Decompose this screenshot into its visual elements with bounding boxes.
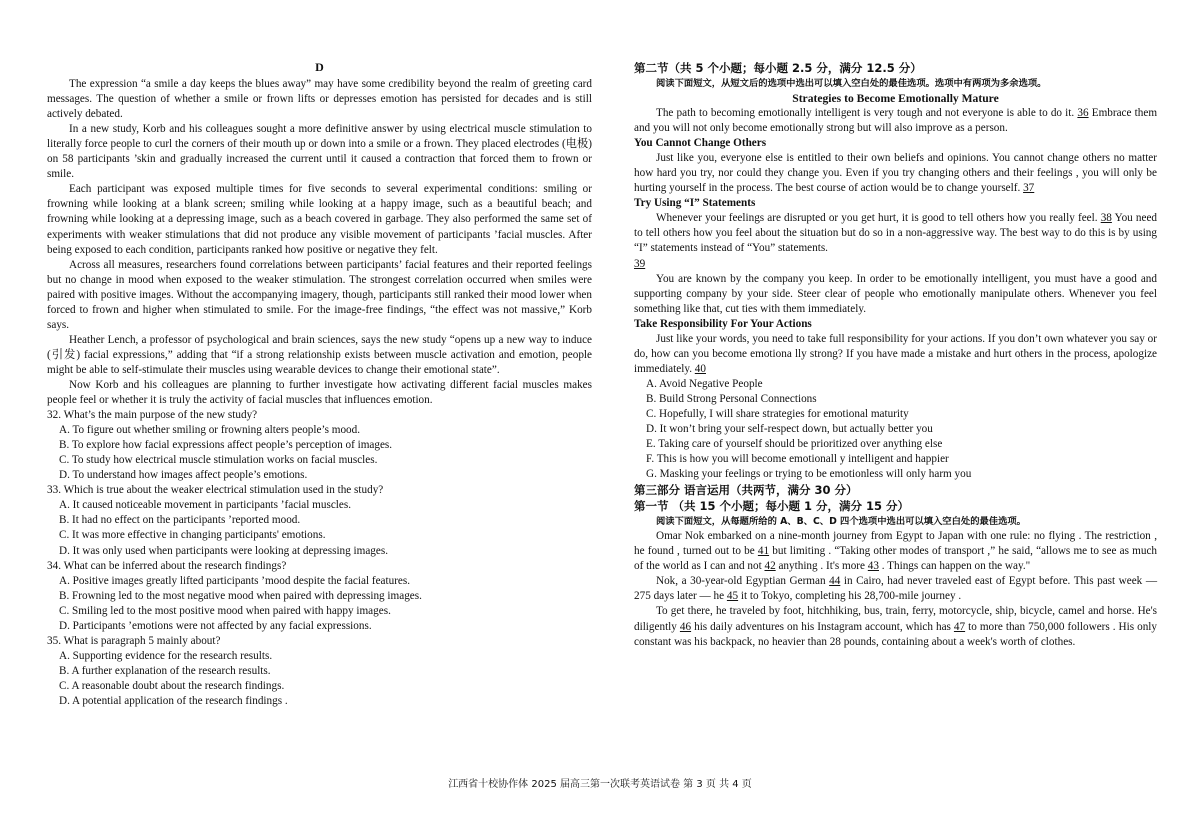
option: D. A potential application of the research findings . (59, 694, 288, 707)
section2-heading: 第二节（共 5 个小题；每小题 2.5 分，满分 12.5 分） (634, 61, 922, 75)
text: You need to tell others how you feel about the situation but do so in a non-aggressive way. The best way to do this is by using “I” statements instead of “You” statements. (634, 212, 1158, 255)
section1-heading: 第一节 （共 15 个小题；每小题 1 分，满分 15 分） (634, 499, 910, 514)
text: Whenever your feelings are disrupted or you get hurt, it is good to tell others how you really feel. (656, 212, 1098, 225)
question-35: 35. What is paragraph 5 mainly about? (47, 634, 221, 647)
blank-38: 38 (1100, 212, 1112, 225)
option: C. It was more effective in changing participants' emotions. (59, 529, 326, 542)
blank-line (634, 257, 1157, 272)
blank-42: 42 (764, 560, 776, 573)
cloze-paragraph (634, 529, 1157, 574)
blank-45: 45 (726, 590, 739, 603)
option: D. To understand how images affect people’s emotions. (59, 469, 308, 482)
passage-title: Strategies to Become Emotionally Mature (792, 92, 999, 105)
section1-instructions: 阅读下面短文，从每题所给的 A、B、C、D 四个选项中选出可以填入空白处的最佳选项。 (656, 516, 1026, 528)
passage-heading: D (315, 60, 324, 74)
option: B. To explore how facial expressions affect people’s perception of images. (59, 439, 393, 452)
text: to more than 750,000 followers . His only constant was his backpack, no heavier than 28 pounds, containing about a week's worth of clothes. (634, 620, 1158, 648)
blank-47: 47 (953, 620, 966, 633)
right-column (634, 60, 1157, 650)
passage-paragraph (634, 332, 1157, 377)
question-32: 32. What’s the main purpose of the new study? (47, 409, 258, 422)
blank-37: 37 (1023, 182, 1035, 195)
option: B. It had no effect on the participants ’reported mood. (59, 514, 301, 527)
question-33: 33. Which is true about the weaker electrical stimulation used in the study? (47, 484, 384, 497)
option: D. Participants ’emotions were not affected by any facial expressions. (59, 619, 372, 632)
option: D. It was only used when participants were looking at depressing images. (59, 544, 389, 557)
option: A. To figure out whether smiling or frowning alters people’s mood. (59, 424, 361, 437)
blank-36: 36 (1077, 107, 1089, 120)
text: Omar Nok embarked on a nine-month journey from Egypt to Japan with one rule: no flying . The restriction , he found , turned out to be (634, 530, 1157, 558)
text: but limiting . “Taking other modes of transport ,” he said, “allows me to see as much of the world as I can and not (634, 545, 1158, 573)
cloze-paragraph (634, 604, 1157, 649)
subheading: You Cannot Change Others (634, 137, 767, 150)
cloze-paragraph (634, 574, 1157, 604)
page-footer: 江西省十校协作体 2025 届高三第一次联考英语试卷 第 3 页 共 4 页 (448, 779, 752, 790)
option: B. A further explanation of the research results. (59, 664, 271, 677)
text: Just like your words, you need to take full responsibility for your actions. If you don’t own whatever you say or do, how can you become emotiona lly strong? If you have made a mistake and hurt others in the process, apologize immediately. (634, 332, 1157, 375)
text: To get there, he traveled by foot, hitchhiking, bus, train, ferry, motorcycle, ship, bicycle, camel and horse. He's diligently (634, 605, 1157, 633)
text: Just like you, everyone else is entitled to their own beliefs and opinions. You cannot change others no matter how hard you try, nor could they change you. Even if you try changing others and their feelings , you will only be hurting yourself in the process. The best course of action would be to change yourself. (634, 152, 1157, 195)
section2-instructions: 阅读下面短文，从短文后的选项中选出可以填入空白处的最佳选项。选项中有两项为多余选项。 (656, 78, 1047, 89)
text: . Things can happen on the way." (881, 560, 1031, 573)
part3-heading: 第三部分 语言运用（共两节，满分 30 分） (634, 483, 858, 498)
choice-option: G. Masking your feelings or trying to be emotionless will only harm you (646, 468, 972, 481)
blank-43: 43 (867, 560, 879, 573)
text: it to Tokyo, completing his 28,700-mile journey . (740, 590, 962, 603)
choice-option: E. Taking care of yourself should be prioritized over anything else (646, 438, 943, 451)
passage-paragraph: Now Korb and his colleagues are planning to further investigate how activating different facial muscles makes people feel or whether it is truly the activity of facial muscles that influences emotion. (47, 378, 592, 407)
passage-paragraph (634, 211, 1157, 256)
passage-paragraph: Across all measures, researchers found correlations between participants’ facial features and their reported feelings but no change in mood when exposed to the weaker stimulation. The strongest correlation occurred when smiles were paired with positive images. Without the accompanying imagery, though, participants still ranked their mood lower when forced to frown and higher when stimulated to smile. For the image-free findings, “the effect was not massive,” Korb says. (47, 258, 592, 331)
subheading: Take Responsibility For Your Actions (634, 317, 812, 330)
option: C. To study how electrical muscle stimulation works on facial muscles. (59, 454, 378, 467)
option: A. Supporting evidence for the research results. (59, 649, 273, 662)
blank-46: 46 (679, 620, 692, 633)
choice-option: B. Build Strong Personal Connections (646, 392, 817, 405)
blank-39: 39 (634, 257, 646, 270)
blank-44: 44 (829, 575, 841, 588)
choice-option: D. It won’t bring your self-respect down, but actually better you (646, 423, 933, 436)
blank-41: 41 (757, 545, 770, 558)
passage-paragraph: Heather Lench, a professor of psychological and brain sciences, says the new study “opens up a new way to induce (引发) facial expressions,” adding that “if a strong relationship exists between muscle activation and emotion, people might be able to self-stimulate their muscles using wearable devices to change their emotional state”. (47, 333, 592, 376)
option: B. Frowning led to the most negative mood when paired with depressing images. (59, 589, 422, 602)
passage-paragraph: Each participant was exposed multiple times for five seconds to several experimental conditions: smiling or frowning while looking at a blank screen; smiling while looking at a happy image, such as a beautiful beach; and frowning while looking at a depressing image, such as a beach covered in garbage. They also performed the same set of experiments with weaker stimulations that did not produce any visible movement of participants ’facial muscles. After being exposed to each condition, participants ranked how positive or negative they felt. (47, 183, 592, 256)
option: A. It caused noticeable movement in participants ’facial muscles. (59, 499, 352, 512)
question-34: 34. What can be inferred about the research findings? (47, 559, 287, 572)
text: Embrace them and you will not only become emotionally strong but will also improve as a person. (634, 107, 1158, 135)
choice-option: A. Avoid Negative People (646, 377, 763, 390)
passage-paragraph: In a new study, Korb and his colleagues sought a more definitive answer by using electrical muscle stimulation to literally force people to curl the corners of their mouth up or down into a smile or a frown. They placed electrodes (电极) on 58 participants ’skin and gradually increased the current until it caused a contraction that forced them to frown or smile. (47, 123, 592, 181)
option: C. A reasonable doubt about the research findings. (59, 679, 285, 692)
passage-paragraph: The expression “a smile a day keeps the blues away” may have some credibility beyond the realm of greeting card messages. The question of whether a smile or frown lifts or depresses emotion has persisted for decades and is still actively debated. (47, 78, 592, 121)
passage-paragraph: You are known by the company you keep. In order to be emotionally intelligent, you must have a good and supporting company by your side. Steer clear of people who emotionally manipulate others. Whenever you feel something like that, cut ties with them immediately. (634, 272, 1157, 315)
option: C. Smiling led to the most positive mood when paired with happy images. (59, 604, 391, 617)
choice-option: F. This is how you will become emotionall y intelligent and happier (646, 453, 949, 466)
text: his daily adventures on his Instagram account, which has (694, 620, 951, 633)
option: A. Positive images greatly lifted participants ’mood despite the facial features. (59, 574, 411, 587)
left-column (47, 60, 592, 709)
passage-paragraph (634, 106, 1157, 136)
subheading: Try Using “I” Statements (634, 197, 756, 210)
text: in Cairo, had never traveled east of Egypt before. This past week — 275 days later — he (634, 575, 1158, 603)
passage-paragraph (634, 151, 1157, 196)
blank-40: 40 (694, 362, 706, 375)
text: The path to becoming emotionally intelligent is very tough and not everyone is able to do it. (656, 107, 1075, 120)
choice-option: C. Hopefully, I will share strategies for emotional maturity (646, 407, 909, 420)
text: anything . It's more (778, 560, 865, 573)
text: Nok, a 30-year-old Egyptian German (656, 575, 826, 588)
